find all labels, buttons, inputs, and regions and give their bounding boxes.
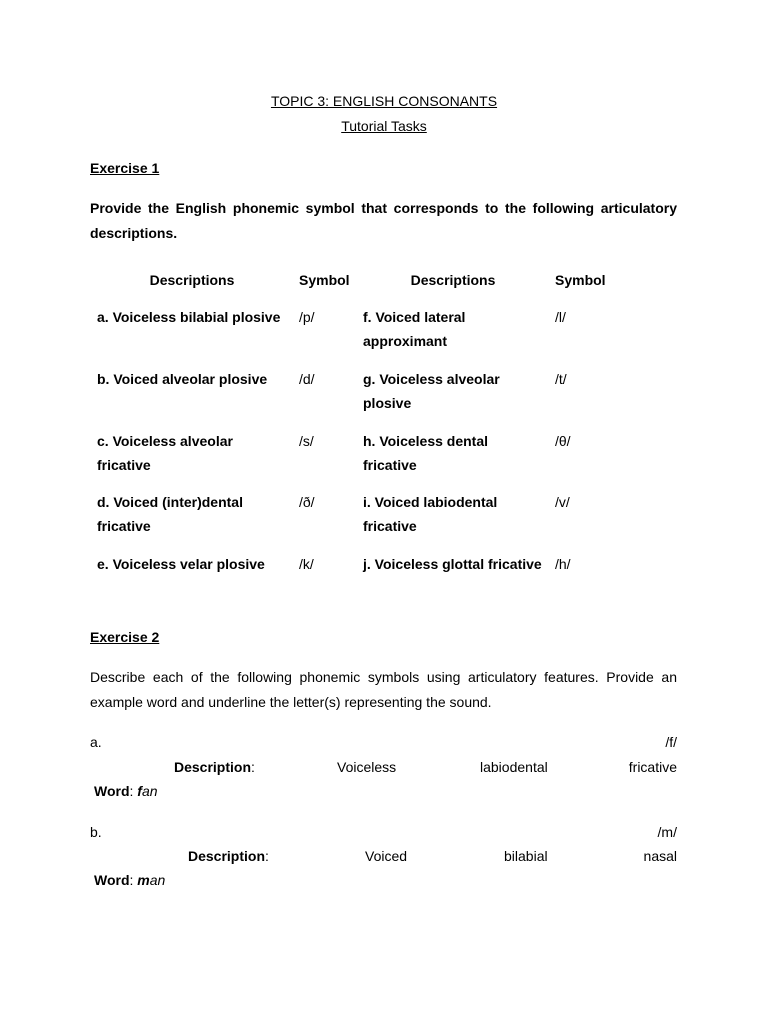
- feature-voicing: Voiced: [365, 848, 408, 864]
- item-letter: a.: [90, 734, 102, 750]
- right-symbol: /h/: [555, 556, 571, 572]
- word-label: Word: [94, 783, 130, 799]
- word-colon: :: [129, 872, 134, 888]
- left-description: d. Voiced (inter)dental: [97, 494, 243, 510]
- example-word-group: [94, 868, 165, 892]
- exercise-1-instruction-line-2: descriptions.: [90, 225, 178, 241]
- page-subtitle: Tutorial Tasks: [341, 118, 427, 134]
- feature-place: bilabial: [504, 848, 548, 864]
- example-word-group: [94, 779, 158, 803]
- item-letter: b.: [90, 824, 102, 840]
- left-symbol: /p/: [299, 309, 315, 325]
- word-rest: an: [141, 783, 158, 799]
- right-description: j. Voiceless glottal fricative: [363, 556, 542, 572]
- right-description-continued: plosive: [363, 395, 412, 411]
- header-symbol-left: Symbol: [299, 272, 350, 288]
- left-description: c. Voiceless alveolar: [97, 433, 233, 449]
- left-description: b. Voiced alveolar plosive: [97, 371, 268, 387]
- description-label-group: [188, 844, 269, 868]
- right-description: g. Voiceless alveolar: [363, 371, 500, 387]
- feature-manner: fricative: [628, 759, 677, 775]
- item-symbol: /f/: [665, 734, 677, 750]
- word-label: Word: [94, 872, 130, 888]
- exercise-1-instruction-line-1: Provide the English phonemic symbol that corresponds to the following articulatory: [90, 200, 677, 216]
- exercise-2-instruction-line-2: example word and underline the letter(s) representing the sound.: [90, 694, 492, 710]
- description-colon: :: [265, 848, 269, 864]
- header-descriptions-left: Descriptions: [149, 272, 235, 288]
- feature-voicing: Voiceless: [337, 759, 397, 775]
- description-colon: :: [251, 759, 255, 775]
- left-symbol: /k/: [299, 556, 314, 572]
- right-symbol: /θ/: [555, 433, 571, 449]
- left-description: e. Voiceless velar plosive: [97, 556, 265, 572]
- right-symbol: /l/: [555, 309, 566, 325]
- right-symbol: /v/: [555, 494, 570, 510]
- description-label: Description: [174, 759, 252, 775]
- left-description-continued: fricative: [97, 457, 151, 473]
- left-description-continued: fricative: [97, 518, 151, 534]
- exercise-2-instruction-line-1: Describe each of the following phonemic symbols using articulatory features. Provide an: [90, 669, 677, 685]
- right-description-continued: approximant: [363, 333, 448, 349]
- right-description-continued: fricative: [363, 518, 417, 534]
- right-description: h. Voiceless dental: [363, 433, 489, 449]
- left-description: a. Voiceless bilabial plosive: [97, 309, 281, 325]
- exercise-1-heading: Exercise 1: [90, 160, 160, 176]
- right-description: i. Voiced labiodental: [363, 494, 498, 510]
- exercise-2-heading: Exercise 2: [90, 629, 160, 645]
- header-symbol-right: Symbol: [555, 272, 606, 288]
- right-description-continued: fricative: [363, 457, 417, 473]
- header-descriptions-right: Descriptions: [410, 272, 496, 288]
- left-symbol: /d/: [299, 371, 315, 387]
- feature-place: labiodental: [480, 759, 548, 775]
- left-symbol: /s/: [299, 433, 314, 449]
- right-symbol: /t/: [555, 371, 567, 387]
- item-symbol: /m/: [657, 824, 677, 840]
- word-target-sound: f: [137, 783, 142, 799]
- page-title: TOPIC 3: ENGLISH CONSONANTS: [270, 93, 498, 109]
- description-label-group: [174, 755, 255, 779]
- word-target-sound: m: [137, 872, 150, 888]
- left-symbol: /ð/: [299, 494, 315, 510]
- right-description: f. Voiced lateral: [363, 309, 466, 325]
- feature-manner: nasal: [643, 848, 677, 864]
- word-colon: :: [129, 783, 134, 799]
- description-label: Description: [188, 848, 266, 864]
- word-rest: an: [149, 872, 166, 888]
